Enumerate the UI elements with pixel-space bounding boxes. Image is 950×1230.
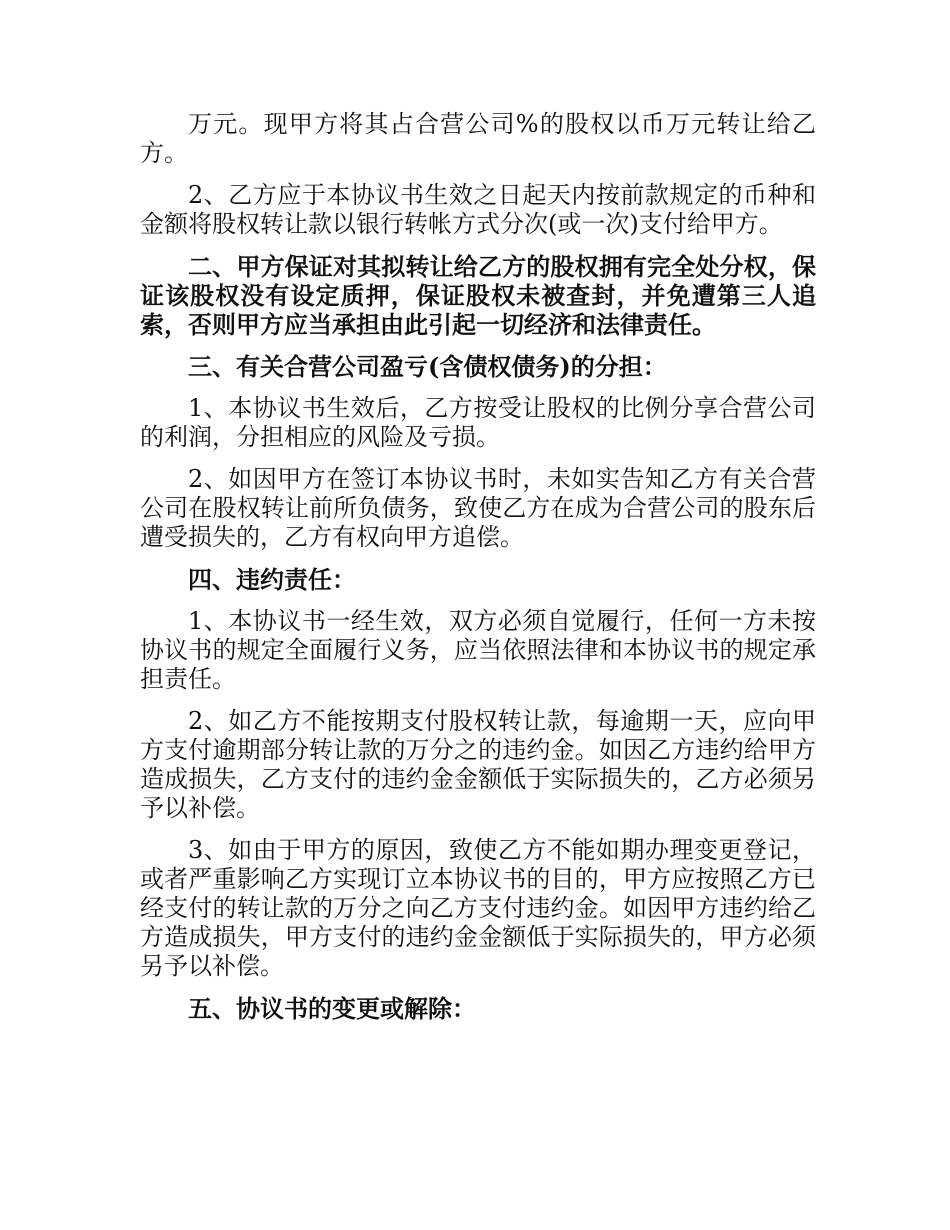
paragraph-breach-buyer: 2、如乙方不能按期支付股权转让款，每逾期一天，应向甲方支付逾期部分转让款的万分之的违约金。如因乙方违约给甲方造成损失，乙方支付的违约金金额低于实际损失的，乙方必须另予以补偿。 bbox=[140, 707, 816, 822]
paragraph-profit-sharing: 1、本协议书生效后，乙方按受让股权的比例分享合营公司的利润，分担相应的风险及亏损。 bbox=[140, 394, 816, 451]
section-heading-modification: 五、协议书的变更或解除： bbox=[188, 994, 476, 1023]
paragraph-debt-recourse: 2、如因甲方在签订本协议书时，未如实告知乙方有关合营公司在股权转让前所负债务，致使乙方在成为合营公司的股东后遭受损失的，乙方有权向甲方追偿。 bbox=[140, 465, 816, 551]
paragraph-payment-terms: 2、乙方应于本协议书生效之日起天内按前款规定的币种和金额将股权转让款以银行转帐方式分次(或一次)支付给甲方。 bbox=[140, 181, 816, 238]
section-heading-breach: 四、违约责任： bbox=[188, 565, 356, 594]
section-heading-warranty: 二、甲方保证对其拟转让给乙方的股权拥有完全处分权，保证该股权没有设定质押，保证股权未被查封，并免遭第三人追索，否则甲方应当承担由此引起一切经济和法律责任。 bbox=[140, 252, 816, 339]
section-heading-profit-loss: 三、有关合营公司盈亏(含债权债务)的分担： bbox=[188, 352, 667, 381]
paragraph-breach-general: 1、本协议书一经生效，双方必须自觉履行，任何一方未按协议书的规定全面履行义务，应当依照法律和本协议书的规定承担责任。 bbox=[140, 607, 816, 693]
paragraph-breach-seller: 3、如由于甲方的原因，致使乙方不能如期办理变更登记，或者严重影响乙方实现订立本协议书的目的，甲方应按照乙方已经支付的转让款的万分之向乙方支付违约金。如因甲方违约给乙方造成损失，甲方支付的违约金金额低于实际损失的，甲方必须另予以补偿。 bbox=[140, 836, 816, 980]
paragraph-share-transfer: 万元。现甲方将其占合营公司%的股权以币万元转让给乙方。 bbox=[140, 110, 816, 167]
document-body bbox=[140, 110, 816, 1036]
